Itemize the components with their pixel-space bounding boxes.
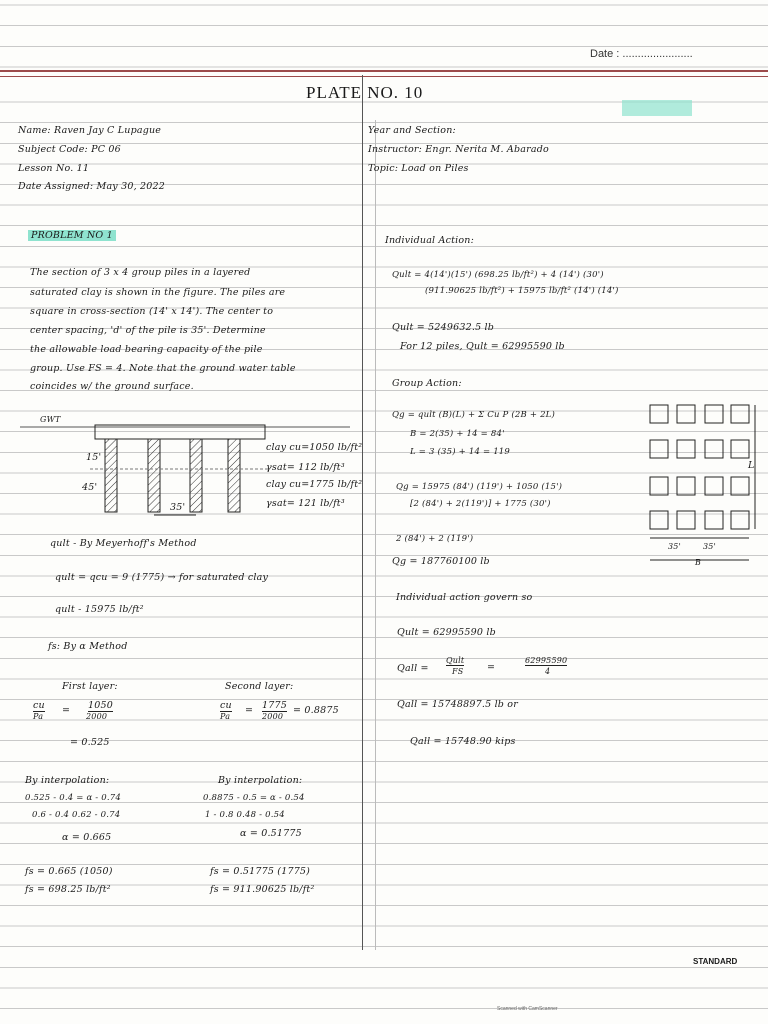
highlight-mark (622, 100, 692, 116)
fraction-denominator: 2000 (86, 712, 108, 721)
pile (148, 439, 160, 512)
date-label: Date : ....................... (590, 48, 693, 60)
qall-kips: Qall = 15748.90 kips (410, 736, 516, 747)
problem-line: center spacing, 'd' of the pile is 35'. Determine (30, 325, 266, 336)
alpha-method: fs: By α Method (48, 641, 128, 652)
qg-result: Qg = 187760100 lb (392, 556, 490, 567)
qult-line-1: Qult = 4(14')(15') (698.25 lb/ft²) + 4 (14') (30') (392, 270, 604, 280)
interpolation-heading-1: By interpolation: (25, 775, 110, 786)
problem-line: coincides w/ the ground surface. (30, 381, 194, 392)
interp1-line: 0.6 - 0.4 0.62 - 0.74 (32, 810, 121, 820)
problem-line: the allowable load bearing capacity of the pile (30, 344, 263, 355)
qall-denominator-value: 4 (545, 667, 551, 676)
qg-line-1: Qg = 15975 (84') (119') + 1050 (15') (396, 482, 563, 492)
grid-b-label: B (695, 558, 702, 567)
qg-line-2: [2 (84') + 2(119')] + 1775 (30') (410, 499, 551, 509)
info-lesson: Lesson No. 11 (18, 163, 90, 174)
layer1-cu: clay cu=1050 lb/ft² (266, 442, 363, 453)
info-instructor: Instructor: Engr. Nerita M. Abarado (368, 144, 549, 155)
interp2-line: 0.8875 - 0.5 = α - 0.54 (203, 793, 305, 803)
scanner-watermark: Scanned with CamScanner (497, 1006, 558, 1012)
qall-label: Qall = (397, 663, 429, 674)
notebook-page: Date : ....................... PLATE NO. 10 Name: Raven Jay C Lupague Subject Code: PC 06 Lesson No. 11 Date Assigned: May 30, 2022 Year and Section: Instructor: Engr. Nerita M. Abarado Topic: Load on Piles PROBLEM NO 1 The section of 3 x 4 group piles in a layered saturated clay is shown in the figure. The piles are square in cross-section (14' x 14'). The center to center spacing, 'd' of the pile is 35'. Determine the allowable load bearing capacity of the pile group. Use FS = 4. Note that the ground water table coincides w/ the ground surface. GWT 15' 45' 35' clay cu=1050 lb/ft² γsat= 112 lb/ft³ clay cu=1775 lb/ft² γsat= 121 lb/ft³ qult - By Meyerhoff's Method qult = qcu = 9 (1775) → for saturated clay qult - 15975 lb/ft² fs: By α Method First layer: Second layer: cu Pa = 1050 2000 cu Pa = 1775 2000 = 0.8875 = 0.525 By interpolation: By interpolation: 0.525 - 0.4 = α - 0.74 0.6 - 0.4 0.62 - 0.74 α = 0.665 0.8875 - 0.5 = α - 0.54 1 - 0.8 0.48 - 0.54 α = 0.51775 fs = 0.665 (1050) fs = 698.25 lb/ft² fs = 0.51775 (1775) fs = 911.90625 lb/ft² Individual Action: Qult = 4(14')(15') (698.25 lb/ft²) + 4 (14') (30') (911.90625 lb/ft²) + 15975 lb/ft² (14') (14') Qult = 5249632.5 lb For 12 piles, Qult = 62995590 lb Group Action: Qg = qult (B)(L) + Σ Cu P (2B + 2L) B = 2(35) + 14 = 84' L = 3 (35) + 14 = 119 Qg = 15975 (84') (119') + 1050 (15') [2 (84') + 2(119')] + 1775 (30') 2 (84') + 2 (119') Qg = 187760100 lb L 35' 35' B Individual action govern so Qult = 62995590 lb Qall = Qult FS = 62995590 4 Qall = 15748897.5 lb or Qall = 15748.90 kips STANDARD Scanned with CamScanner (0, 0, 768, 1024)
depth-label-2: 45' (82, 482, 98, 493)
ratio-result-1: = 0.525 (70, 737, 110, 748)
pile (228, 439, 240, 512)
spacing-label: 35' (170, 502, 186, 513)
problem-line: The section of 3 x 4 group piles in a layered (30, 267, 251, 278)
layer2-gamma: γsat= 121 lb/ft³ (266, 498, 345, 509)
qult-final: Qult = 62995590 lb (397, 627, 496, 638)
alpha-result-2: α = 0.51775 (240, 828, 302, 839)
problem-label: PROBLEM NO 1 (28, 230, 116, 241)
qult-line-2: (911.90625 lb/ft²) + 15975 lb/ft² (14') (14') (425, 286, 619, 296)
qult-per-pile: Qult = 5249632.5 lb (392, 322, 495, 333)
fs2-eq: fs = 0.51775 (1775) (210, 866, 311, 877)
qall-numerator: Qult (446, 656, 465, 665)
qult-12-piles: For 12 piles, Qult = 62995590 lb (400, 341, 565, 352)
alpha-result-1: α = 0.665 (62, 832, 112, 843)
grid-spacing-label: 35' (668, 542, 681, 551)
pa-label: Pa (220, 712, 231, 721)
interp2-line: 1 - 0.8 0.48 - 0.54 (205, 810, 285, 820)
layer2-cu: clay cu=1775 lb/ft² (266, 479, 363, 490)
pile (105, 439, 117, 512)
fraction-numerator: 1050 (88, 700, 113, 711)
group-eq: Qg = qult (B)(L) + Σ Cu P (2B + 2L) (392, 410, 556, 420)
qall-numerator-value: 62995590 (525, 656, 568, 665)
qall-denominator: FS (452, 667, 464, 676)
b-eq: B = 2(35) + 14 = 84' (410, 429, 505, 439)
govern-note: Individual action govern so (396, 592, 533, 603)
qall-equals: = (487, 662, 496, 673)
info-name: Name: Raven Jay C Lupague (18, 125, 162, 136)
center-divider-faint (375, 120, 376, 950)
qg-line-3: 2 (84') + 2 (119') (396, 534, 474, 544)
grid-spacing-label: 35' (703, 542, 716, 551)
first-layer-label: First layer: (62, 681, 118, 692)
pile (190, 439, 202, 512)
qult-equation: qult = qcu = 9 (1775) → for saturated clay (55, 572, 269, 583)
fs1-result: fs = 698.25 lb/ft² (25, 884, 111, 895)
ratio-result-2: = 0.8875 (293, 705, 339, 716)
center-divider (362, 75, 363, 950)
info-date-assigned: Date Assigned: May 30, 2022 (18, 181, 165, 192)
gwt-label: GWT (40, 415, 61, 424)
grid-l-label: L (748, 460, 755, 471)
info-year-section: Year and Section: (368, 125, 456, 136)
interpolation-heading-2: By interpolation: (218, 775, 303, 786)
fraction-numerator: 1775 (262, 700, 287, 711)
info-subject: Subject Code: PC 06 (18, 144, 121, 155)
individual-action-heading: Individual Action: (385, 235, 474, 246)
interp1-line: 0.525 - 0.4 = α - 0.74 (25, 793, 121, 803)
pa-label: Pa (33, 712, 44, 721)
cu-label: cu (220, 700, 232, 711)
problem-line: square in cross-section (14' x 14'). The center to (30, 306, 274, 317)
info-topic: Topic: Load on Piles (368, 163, 469, 174)
cu-label: cu (33, 700, 45, 711)
standard-label: STANDARD (693, 957, 738, 966)
meyerhoff-heading: qult - By Meyerhoff's Method (50, 538, 197, 549)
fs2-result: fs = 911.90625 lb/ft² (210, 884, 315, 895)
fs1-eq: fs = 0.665 (1050) (25, 866, 113, 877)
problem-line: saturated clay is shown in the figure. The piles are (30, 287, 286, 298)
qult-result: qult - 15975 lb/ft² (55, 604, 144, 615)
fraction-denominator: 2000 (262, 712, 284, 721)
second-layer-label: Second layer: (225, 681, 294, 692)
l-eq: L = 3 (35) + 14 = 119 (410, 447, 511, 457)
page-title: PLATE NO. 10 (306, 83, 424, 102)
problem-line: group. Use FS = 4. Note that the ground water table (30, 363, 296, 374)
group-action-heading: Group Action: (392, 378, 462, 389)
top-margin-band (0, 70, 768, 77)
depth-label-1: 15' (86, 452, 102, 463)
layer1-gamma: γsat= 112 lb/ft³ (266, 462, 345, 473)
qall-lb: Qall = 15748897.5 lb or (397, 699, 518, 710)
